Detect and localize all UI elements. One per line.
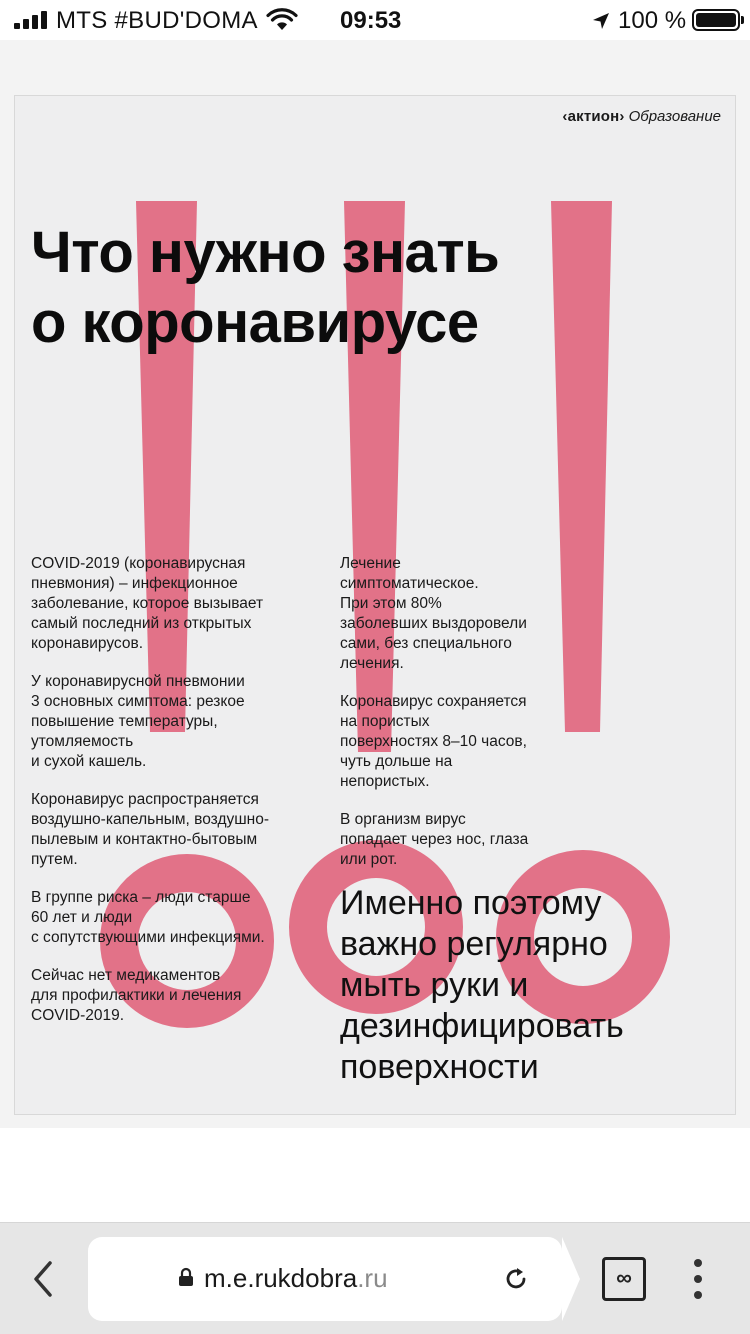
callout-text: Именно поэтому важно регулярно мыть руки и дезинфицировать поверхности xyxy=(340,884,624,1086)
coronavirus-poster xyxy=(14,95,736,1115)
exclamation-bar-3 xyxy=(551,201,612,732)
address-bar[interactable] xyxy=(88,1237,562,1321)
carrier-name: MTS #BUD'DOMA xyxy=(56,7,258,34)
info-paragraph: Коронавирус распространяется воздушно-капельным, воздушно- пылевым и контактно-бытовым путем. xyxy=(31,791,270,868)
info-paragraph: COVID-2019 (коронавирусная пневмония) – инфекционное заболевание, которое вызывает самый последний из открытых коронавирусов. xyxy=(31,555,264,652)
url-text[interactable] xyxy=(204,1263,388,1294)
right-info-column xyxy=(340,554,560,888)
wifi-icon xyxy=(266,8,298,32)
aktion-logo xyxy=(562,108,721,125)
poster-title: Что нужно знать о коронавирусе xyxy=(31,220,500,355)
reload-icon[interactable] xyxy=(502,1265,530,1293)
battery-percent: 100 % xyxy=(618,7,687,34)
url-tld: .ru xyxy=(357,1263,388,1293)
info-paragraph: Сейчас нет медикаментов для профилактики и лечения COVID-2019. xyxy=(31,967,242,1024)
info-paragraph: Лечение симптоматическое. При этом 80% заболевших выздоровели сами, без специального лечения. xyxy=(340,555,527,672)
back-chevron-icon[interactable] xyxy=(28,1259,58,1299)
info-paragraph: В организм вирус попадает через нос, глаза или рот. xyxy=(340,811,529,868)
lock-icon xyxy=(178,1267,194,1287)
left-info-column xyxy=(31,554,321,1044)
signal-icon xyxy=(14,11,50,29)
browser-toolbar xyxy=(0,1222,750,1334)
info-paragraph: У коронавирусной пневмонии 3 основных симптома: резкое повышение температуры, утомляемость и сухой кашель. xyxy=(31,673,245,770)
battery-icon xyxy=(692,9,740,31)
clock: 09:53 xyxy=(340,7,402,34)
tabs-button[interactable]: ∞ xyxy=(602,1257,646,1301)
more-vertical-icon[interactable] xyxy=(690,1259,706,1299)
logo-mark: ‹актион› xyxy=(562,108,625,125)
logo-subtitle: Образование xyxy=(628,108,721,125)
status-bar xyxy=(0,0,750,40)
info-paragraph: Коронавирус сохраняется на пористых поверхностях 8–10 часов, чуть дольше на непористых. xyxy=(340,693,527,790)
location-arrow-icon xyxy=(591,11,611,31)
info-paragraph: В группе риска – люди старше 60 лет и люди с сопутствующими инфекциями. xyxy=(31,889,265,946)
url-host: m.e.rukdobra xyxy=(204,1263,358,1293)
